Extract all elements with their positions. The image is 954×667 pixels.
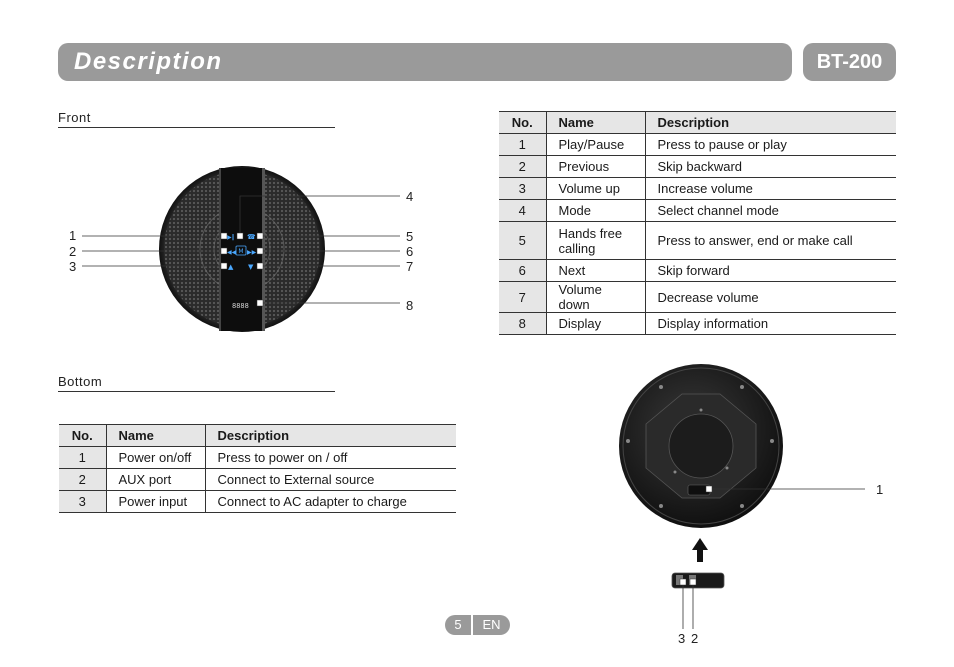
previous-icon: ◀◀: [227, 249, 237, 256]
bottom-section-rule: [58, 391, 335, 392]
display-readout: 8888: [232, 302, 249, 310]
cell-no: 5: [499, 222, 546, 260]
cell-description: Increase volume: [657, 181, 753, 196]
language-label: EN: [473, 615, 510, 635]
table-row: [499, 156, 896, 178]
front-callout-8: 8: [406, 298, 414, 313]
bottom-callout-1: 1: [876, 482, 884, 497]
cell-no: 7: [499, 282, 546, 313]
cell-name: AUX port: [106, 469, 205, 491]
cell-description: Decrease volume: [657, 289, 759, 305]
table-row: [499, 313, 896, 335]
column-header-description: Description: [205, 425, 456, 447]
cell-description: Display information: [657, 316, 769, 331]
cell-no: 2: [499, 156, 546, 178]
front-callout-6: 6: [406, 244, 414, 259]
svg-text:M: M: [238, 248, 244, 255]
cell-name: Mode: [546, 200, 645, 222]
page-title: Description: [74, 48, 223, 75]
bottom-spec-table: [59, 424, 456, 513]
table-row: [59, 469, 456, 491]
cell-description: Press to pause or play: [657, 137, 787, 152]
cell-description: Skip backward: [657, 159, 743, 174]
cell-no: 1: [499, 134, 546, 156]
column-header-name: Name: [106, 425, 205, 447]
cell-name: Next: [546, 260, 645, 282]
front-callout-1: 1: [69, 228, 77, 243]
cell-description: Skip forward: [657, 263, 730, 278]
cell-name: Display: [546, 313, 645, 335]
play-pause-icon: ▶‖: [227, 234, 235, 241]
table-header-row: [59, 425, 456, 447]
table-row: [499, 282, 896, 313]
cell-name: Power on/off: [106, 447, 205, 469]
cell-no: 8: [499, 313, 546, 335]
cell-description: Select channel mode: [657, 203, 779, 218]
volume-down-icon: ▼: [248, 263, 254, 271]
cell-no: 3: [499, 178, 546, 200]
table-row: [59, 447, 456, 469]
cell-description: Connect to AC adapter to charge: [217, 494, 407, 509]
table-header-row: [499, 112, 896, 134]
bottom-section-label: Bottom: [58, 374, 103, 389]
column-header-name: Name: [546, 112, 645, 134]
next-icon: ▶▶: [247, 249, 257, 256]
front-callout-4: 4: [406, 189, 414, 204]
front-spec-table: [499, 111, 896, 335]
front-section-label: Front: [58, 110, 91, 125]
bottom-callout-3: 3: [678, 631, 686, 646]
column-header-no: No.: [499, 112, 546, 134]
cell-name: Play/Pause: [546, 134, 645, 156]
front-callout-2: 2: [69, 244, 77, 259]
cell-no: 6: [499, 260, 546, 282]
cell-no: 3: [59, 491, 106, 513]
cell-no: 2: [59, 469, 106, 491]
table-row: [499, 178, 896, 200]
volume-up-icon: ▲: [228, 263, 234, 271]
cell-no: 1: [59, 447, 106, 469]
page-number: 5: [445, 615, 471, 635]
bottom-callout-2: 2: [691, 631, 699, 646]
cell-description: Connect to External source: [217, 472, 375, 487]
table-row: [499, 134, 896, 156]
table-row: [59, 491, 456, 513]
cell-name: Power input: [106, 491, 205, 513]
front-speaker-illustration: [60, 165, 430, 340]
cell-description: Press to answer, end or make call: [657, 233, 853, 248]
bottom-speaker-illustration: [612, 364, 882, 649]
table-row: [499, 260, 896, 282]
table-row: [499, 222, 896, 260]
cell-name: Volume up: [546, 178, 645, 200]
cell-name: Previous: [546, 156, 645, 178]
phone-icon: ☎: [247, 233, 256, 241]
cell-name: Hands free calling: [546, 222, 645, 260]
cell-no: 4: [499, 200, 546, 222]
cell-description: Press to power on / off: [217, 450, 348, 465]
model-badge: BT-200: [803, 43, 896, 81]
front-section-rule: [58, 127, 335, 128]
cell-name: Volume down: [546, 282, 645, 313]
front-callout-7: 7: [406, 259, 414, 274]
arrow-up-icon: [692, 538, 708, 562]
column-header-description: Description: [645, 112, 896, 134]
front-callout-5: 5: [406, 229, 414, 244]
column-header-no: No.: [59, 425, 106, 447]
front-callout-3: 3: [69, 259, 77, 274]
table-row: [499, 200, 896, 222]
